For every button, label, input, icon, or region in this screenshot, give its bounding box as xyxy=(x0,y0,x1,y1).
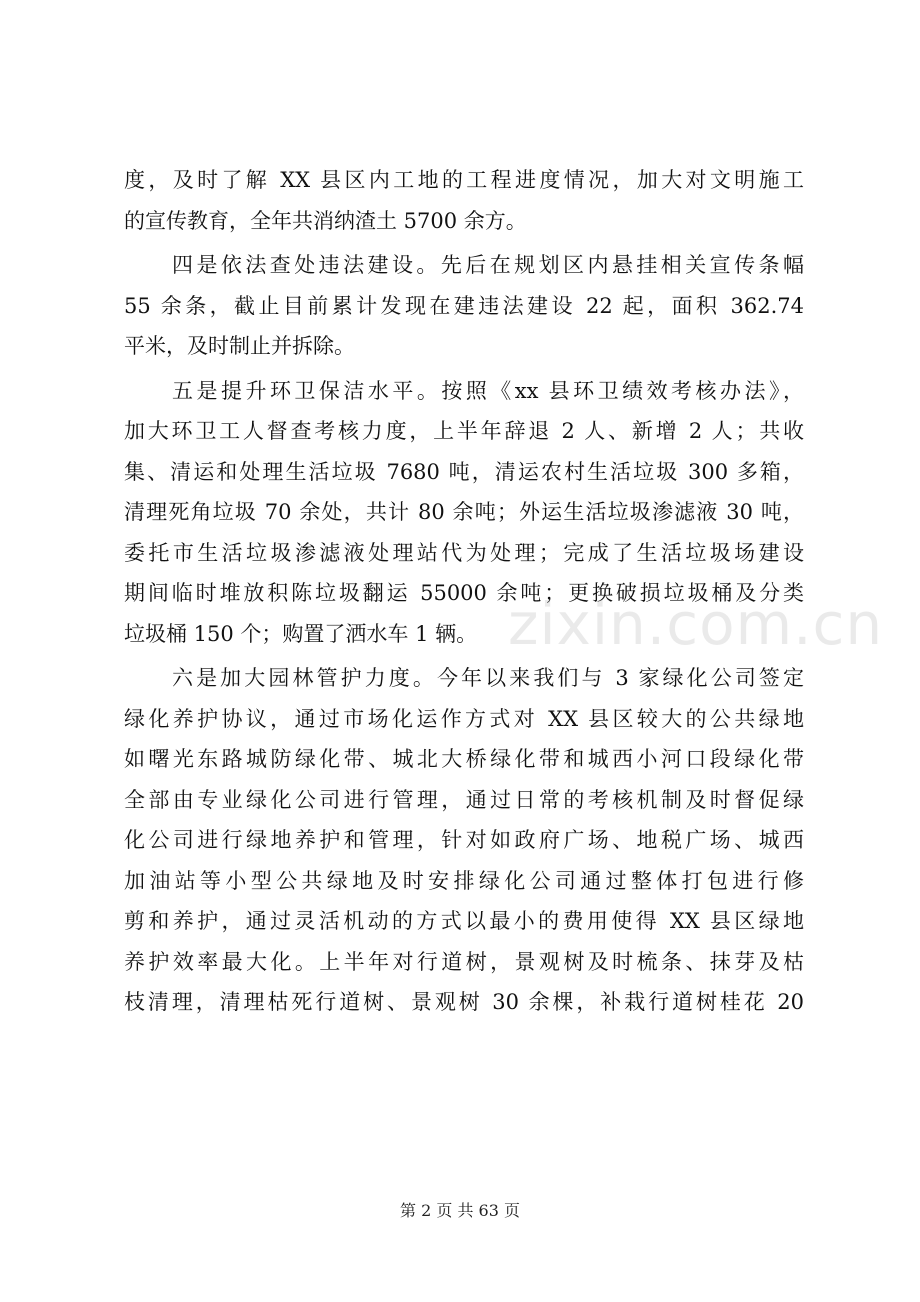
watermark: zixin.com.cn xyxy=(508,590,884,658)
text-line: 平米，及时制止并拆除。 xyxy=(124,334,355,358)
text-line: 清理死角垃圾 70 余处，共计 80 余吨；外运生活垃圾渗滤液 30 吨， xyxy=(124,500,804,524)
text-line: 四是依法查处违法建设。先后在规划区内悬挂相关宣传条幅 xyxy=(172,253,804,277)
text-line: 度，及时了解 XX 县区内工地的工程进度情况，加大对文明施工 xyxy=(124,168,804,192)
paragraph xyxy=(124,245,804,367)
text-line: 化公司进行绿地养护和管理，针对如政府广场、地税广场、城西 xyxy=(124,828,804,852)
text-line: 剪和养护，通过灵活机动的方式以最小的费用使得 XX 县区绿地 xyxy=(124,909,804,933)
text-line: 全部由专业绿化公司进行管理，通过日常的考核机制及时督促绿 xyxy=(124,787,804,812)
text-line: 的宣传教育，全年共消纳渣土 5700 余方。 xyxy=(124,208,527,233)
page-footer: 第 2 页 共 63 页 xyxy=(400,1201,520,1220)
paragraph xyxy=(124,658,804,1023)
paragraph xyxy=(124,371,804,655)
text-line: 加油站等小型公共绿地及时安排绿化公司通过整体打包进行修 xyxy=(124,868,804,893)
text-line: 绿化养护协议，通过市场化运作方式对 XX 县区较大的公共绿地 xyxy=(124,706,804,731)
text-line: 委托市生活垃圾渗滤液处理站代为处理；完成了生活垃圾场建设 xyxy=(124,540,804,565)
text-line: 五是提升环卫保洁水平。按照《xx 县环卫绩效考核办法》， xyxy=(172,378,804,403)
text-line: 垃圾桶 150 个；购置了洒水车 1 辆。 xyxy=(124,621,478,646)
text-line: 枝清理，清理枯死行道树、景观树 30 余棵，补栽行道树桂花 20 xyxy=(124,990,804,1014)
text-line: 如曙光东路城防绿化带、城北大桥绿化带和城西小河口段绿化带 xyxy=(124,747,804,771)
text-line: 期间临时堆放积陈垃圾翻运 55000 余吨；更换破损垃圾桶及分类 xyxy=(124,581,804,605)
text-line: 加大环卫工人督查考核力度，上半年辞退 2 人、新增 2 人；共收 xyxy=(124,419,804,443)
paragraph xyxy=(124,160,804,241)
text-line: 集、清运和处理生活垃圾 7680 吨，清运农村生活垃圾 300 多箱， xyxy=(124,459,804,484)
text-line: 55 余条，截止目前累计发现在建违法建设 22 起，面积 362.74 xyxy=(124,293,804,318)
text-line: 六是加大园林管护力度。今年以来我们与 3 家绿化公司签定 xyxy=(172,666,804,690)
text-line: 养护效率最大化。上半年对行道树，景观树及时梳条、抹芽及枯 xyxy=(124,949,804,974)
body-text xyxy=(124,160,804,1023)
